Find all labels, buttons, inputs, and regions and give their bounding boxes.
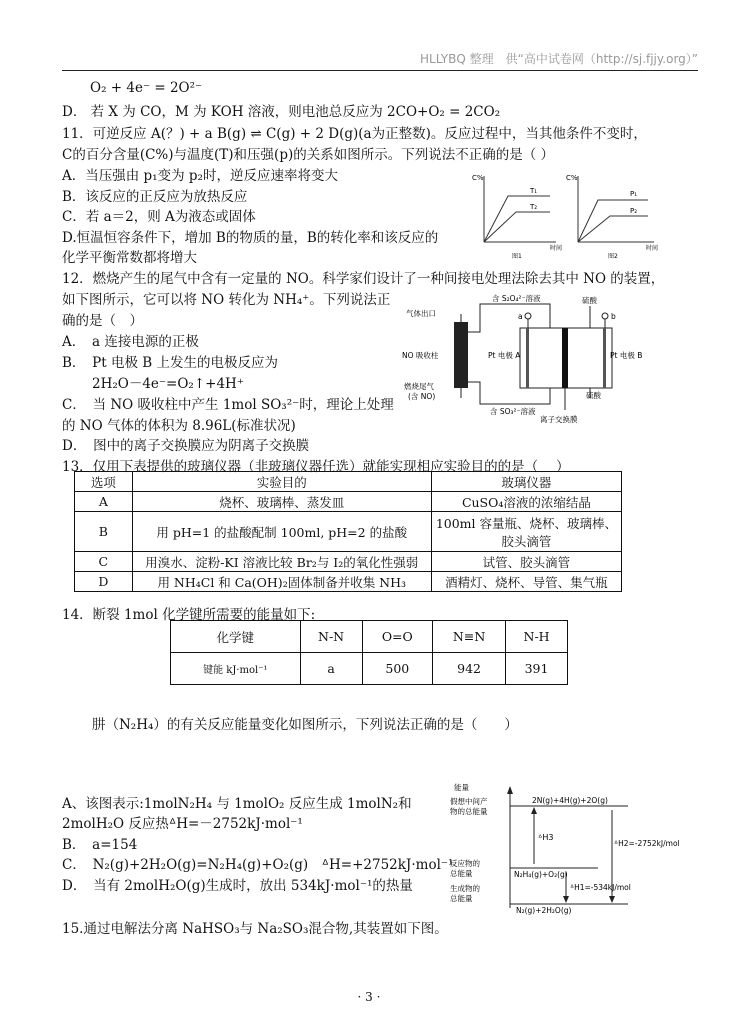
q11-xlabel-1: 时间 <box>550 245 563 252</box>
ion-exchange-membrane <box>562 328 568 388</box>
q13-cell: 用 NH₄Cl 和 Ca(OH)₂固体制备并收集 NH₃ <box>132 572 431 592</box>
q13-cell: 用 pH=1 的盐酸配制 100ml, pH=2 的盐酸 <box>132 512 431 552</box>
q12-stem-2: 如下图所示，它可以将 NO 转化为 NH₄⁺。下列说法正 <box>62 292 391 308</box>
energy-axis-label: 能量 <box>454 783 469 792</box>
q14-cell: 化学键 <box>171 621 301 653</box>
q11-graph-2 <box>566 174 658 260</box>
q12-stem-3: 确的是（ ） <box>62 313 143 329</box>
reactant-state: N₂H₄(g)+O₂(g) <box>514 870 568 879</box>
q13-cell: 用溴水、淀粉-KI 溶液比较 Br₂与 I₂的氧化性强弱 <box>132 552 431 572</box>
acid-bottom-label: 硫酸 <box>586 391 601 400</box>
terminal-b-label: b <box>611 312 616 321</box>
q14-option-a-2: 2molH₂O 反应热ᐞH=－2752kJ·mol⁻¹ <box>62 816 303 832</box>
pt-electrode-b-label: Pt 电极 B <box>610 351 643 360</box>
equation-line: O₂ + 4e⁻ = 2O²⁻ <box>90 80 203 96</box>
q14-cell: N-H <box>506 621 568 653</box>
dh2-label: ᐞH2=-2752kJ/mol <box>614 839 680 848</box>
gas-outlet-label: 气体出口 <box>406 309 436 318</box>
q13-cell: A <box>75 492 133 512</box>
q14-cell: a <box>300 653 362 685</box>
page-number: · 3 · <box>357 990 381 1004</box>
q15-stem: 15.通过电解法分离 NaHSO₃与 Na₂SO₃混合物,其装置如下图。 <box>62 921 448 937</box>
q14-cell: 键能 kJ·mol⁻¹ <box>171 653 301 685</box>
q14-option-a-1: A、该图表示:1molN₂H₄ 与 1molO₂ 反应生成 1molN₂和 <box>62 796 412 812</box>
q13-cell: 酒精灯、烧杯、导管、集气瓶 <box>431 572 621 592</box>
q14-option-c: C． N₂(g)+2H₂O(g)=N₂H₄(g)+O₂(g) ᐞH=+2752kJ·mol⁻¹ <box>62 857 454 873</box>
header-rule <box>62 70 698 71</box>
membrane-label: 离子交换膜 <box>540 415 578 424</box>
q13-cell-line: 100ml 容量瓶、烧杯、玻璃棒、 <box>435 515 617 531</box>
q11-figure <box>470 168 670 260</box>
product-state: N₂(g)+2H₂O(g) <box>516 906 572 915</box>
dh3-label: ᐞH3 <box>538 833 554 842</box>
dh1-label: ᐞH1=-534kJ/mol <box>570 883 631 892</box>
q14-question: 肼（N₂H₄）的有关反应能量变化如图所示，下列说法正确的是（ ） <box>92 717 518 733</box>
q14-cell: O=O <box>362 621 433 653</box>
q14-cell: N≡N <box>433 621 506 653</box>
product-label-2: 总能量 <box>450 894 473 903</box>
q13-header-glassware: 玻璃仪器 <box>431 472 621 492</box>
q14-option-d: D． 当有 2molH₂O(g)生成时，放出 534kJ·mol⁻¹的热量 <box>62 878 413 894</box>
q11-ylabel-2: C% <box>566 174 578 182</box>
pt-electrode-a-label: Pt 电极 A <box>488 351 521 360</box>
q11-caption-1: 图1 <box>512 253 522 260</box>
q14-option-b: B． a=154 <box>62 837 138 853</box>
intermediate-state: 2N(g)+4H(g)+2O(g) <box>532 796 608 805</box>
table-row <box>171 653 568 685</box>
no-column-label: NO 吸收柱 <box>402 351 439 360</box>
q12-option-b-1: B． Pt 电极 B 上发生的电极反应为 <box>62 355 278 371</box>
q14-bond-table <box>170 620 568 685</box>
q14-stem: 14．断裂 1mol 化学键所需要的能量如下: <box>62 607 316 623</box>
table-row <box>171 621 568 653</box>
table-row <box>75 492 622 512</box>
reactant-label-1: 反应物的 <box>450 859 480 868</box>
no-absorption-column <box>454 322 468 388</box>
q13-table <box>74 471 622 592</box>
q13-cell: CuSO₄溶液的浓缩结晶 <box>431 492 621 512</box>
intermediate-label-1: 假想中间产 <box>450 797 488 806</box>
q13-cell-line: 胶头滴管 <box>501 533 552 549</box>
q12-figure <box>400 292 643 424</box>
q11-option-d-1: D.恒温恒容条件下，增加 B的物质的量，B的转化率和该反应的 <box>62 230 439 246</box>
intermediate-label-2: 物的总能量 <box>450 807 488 816</box>
q13-header-purpose: 实验目的 <box>132 472 431 492</box>
q11-ylabel-1: C% <box>472 174 484 182</box>
q12-option-d: D． 图中的离子交换膜应为阴离子交换膜 <box>62 438 310 454</box>
q13-header-row <box>75 472 622 492</box>
q11-caption-2: 图2 <box>608 253 618 260</box>
table-row <box>75 552 622 572</box>
q12-option-b-2: 2H₂O－4e⁻=O₂↑+4H⁺ <box>92 376 244 392</box>
q13-cell: 试管、胶头滴管 <box>431 552 621 572</box>
q11-stem-1: 11．可逆反应 A(？) + a B(g) ⇌ C(g) + 2 D(g)(a为正整数)。反应过程中，当其他条件不变时， <box>62 126 647 142</box>
q11-option-b: B．该反应的正反应为放热反应 <box>62 189 248 205</box>
reactant-label-2: 总能量 <box>450 869 473 878</box>
exhaust-label-1: 燃烧尾气 <box>404 382 434 391</box>
q12-option-c-1: C． 当 NO 吸收柱中产生 1mol SO₃²⁻时，理论上处理 <box>62 397 394 413</box>
q11-t2-label: T₂ <box>530 203 538 211</box>
q14-cell: 942 <box>433 653 506 685</box>
q14-energy-diagram <box>448 780 680 915</box>
q13-cell: B <box>75 512 133 552</box>
q12-stem-1: 12．燃烧产生的尾气中含有一定量的 NO。科学家们设计了一种间接电处理法除去其中 NO 的装置， <box>62 271 665 287</box>
q14-cell: 391 <box>506 653 568 685</box>
q13-cell: C <box>75 552 133 572</box>
q14-cell: 500 <box>362 653 433 685</box>
q12-option-a: A． a 连接电源的正极 <box>62 334 199 350</box>
table-row <box>75 572 622 592</box>
q11-t1-label: T₁ <box>530 187 538 195</box>
so3-label: 含 SO₃²⁻溶液 <box>490 407 536 416</box>
q11-xlabel-2: 时间 <box>646 245 659 252</box>
q13-header-option: 选项 <box>75 472 133 492</box>
table-row <box>75 512 622 552</box>
q13-cell <box>431 512 621 552</box>
option-d-prev: D． 若 X 为 CO，M 为 KOH 溶液，则电池总反应为 2CO+O₂ = 2CO₂ <box>62 104 501 120</box>
q13-cell: D <box>75 572 133 592</box>
acid-top-label: 硫酸 <box>582 296 597 305</box>
q13-stem: 13．仅用下表提供的玻璃仪器（非玻璃仪器任选）就能实现相应实验目的的是（ ） <box>62 459 570 475</box>
product-label-1: 生成物的 <box>450 884 480 893</box>
q13-cell: 烧杯、玻璃棒、蒸发皿 <box>132 492 431 512</box>
q11-option-c: C．若 a＝2，则 A为液态或固体 <box>62 209 256 225</box>
q11-stem-2: C的百分含量(C%)与温度(T)和压强(p)的关系如图所示。下列说法不正确的是（ ） <box>62 147 555 163</box>
s2o4-label: 含 S₂O₄²⁻溶液 <box>492 294 541 303</box>
q11-option-a: A．当压强由 p₁变为 p₂时，逆反应速率将变大 <box>62 168 338 184</box>
q12-option-c-2: 的 NO 气体的体积为 8.96L(标准状况) <box>62 418 296 434</box>
q11-option-d-2: 化学平衡常数都将增大 <box>62 250 197 266</box>
q11-p2-label: P₂ <box>630 207 638 215</box>
terminal-a-label: a <box>518 312 523 321</box>
exhaust-label-2: (含 NO) <box>408 392 436 401</box>
page-header: HLLYBQ 整理 供“高中试卷网（http://sj.fjjy.org）” <box>420 52 698 66</box>
q11-graph-1 <box>472 174 562 260</box>
q14-cell: N-N <box>300 621 362 653</box>
q11-p1-label: P₁ <box>630 190 638 198</box>
